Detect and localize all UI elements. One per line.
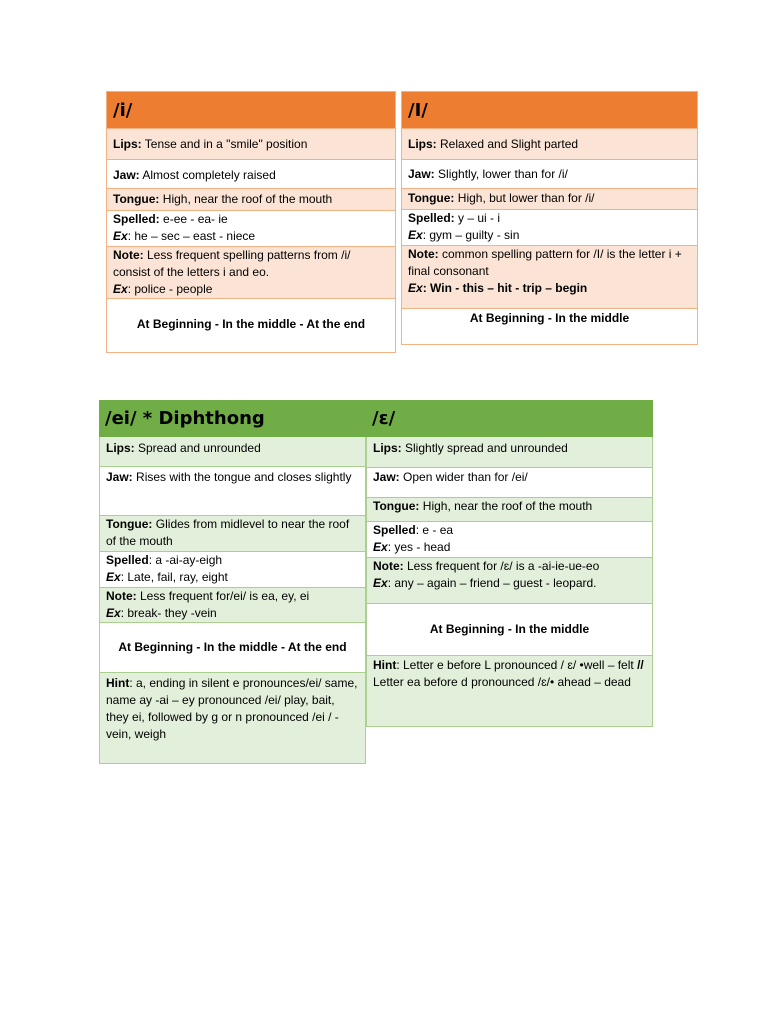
note-row: Note: Less frequent spelling patterns from /i/ consist of the letters i and eo. Ex: police - people	[106, 247, 396, 299]
position-row: At Beginning - In the middle - At the end	[106, 299, 396, 353]
note-row: Note: Less frequent for /ɛ/ is a -ai-ie-ue-eo Ex: any – again – friend – guest - leopard.	[366, 558, 653, 604]
tongue-row: Tongue: High, but lower than for /i/	[401, 189, 698, 210]
card-epsilon	[366, 400, 653, 727]
hint-row: Hint: Letter e before L pronounced / ɛ/ •well – felt // Letter ea before d pronounced /ɛ/• ahead – dead	[366, 656, 653, 727]
card-title: /i/	[106, 91, 396, 129]
note-row: Note: common spelling pattern for /I/ is the letter i + final consonant Ex: Win - this – hit - trip – begin	[401, 246, 698, 309]
lips-row: Lips: Spread and unrounded	[99, 437, 366, 467]
card-title: /ei/ * Diphthong	[99, 400, 366, 437]
spelled-row: Spelled: y – ui - i Ex: gym – guilty - sin	[401, 210, 698, 246]
tongue-row: Tongue: Glides from midlevel to near the roof of the mouth	[99, 516, 366, 552]
lips-row: Lips: Tense and in a "smile" position	[106, 129, 396, 160]
position-row: At Beginning - In the middle	[366, 604, 653, 656]
note-row: Note: Less frequent for/ei/ is ea, ey, ei Ex: break- they -vein	[99, 588, 366, 623]
jaw-row: Jaw: Slightly, lower than for /i/	[401, 160, 698, 189]
tongue-row: Tongue: High, near the roof of the mouth	[366, 498, 653, 522]
position-row: At Beginning - In the middle - At the end	[99, 623, 366, 673]
jaw-row: Jaw: Rises with the tongue and closes slightly	[99, 467, 366, 516]
spelled-row: Spelled: e-ee - ea- ie Ex: he – sec – east - niece	[106, 211, 396, 247]
card-i-long	[106, 91, 396, 353]
card-ei	[99, 400, 366, 764]
tongue-row: Tongue: High, near the roof of the mouth	[106, 189, 396, 211]
spelled-row: Spelled: a -ai-ay-eigh Ex: Late, fail, ray, eight	[99, 552, 366, 588]
card-title: /ɛ/	[366, 400, 653, 437]
jaw-row: Jaw: Almost completely raised	[106, 160, 396, 189]
lips-row: Lips: Slightly spread and unrounded	[366, 437, 653, 468]
hint-row: Hint: a, ending in silent e pronounces/ei/ same, name ay -ai – ey pronounced /ei/ play, bait, they ei, followed by g or n pronounced /ei / - vein, weigh	[99, 673, 366, 764]
jaw-row: Jaw: Open wider than for /ei/	[366, 468, 653, 498]
card-title: /I/	[401, 91, 698, 129]
card-i-short	[401, 91, 698, 345]
lips-row: Lips: Relaxed and Slight parted	[401, 129, 698, 160]
spelled-row: Spelled: e - ea Ex: yes - head	[366, 522, 653, 558]
position-row: At Beginning - In the middle	[401, 309, 698, 345]
